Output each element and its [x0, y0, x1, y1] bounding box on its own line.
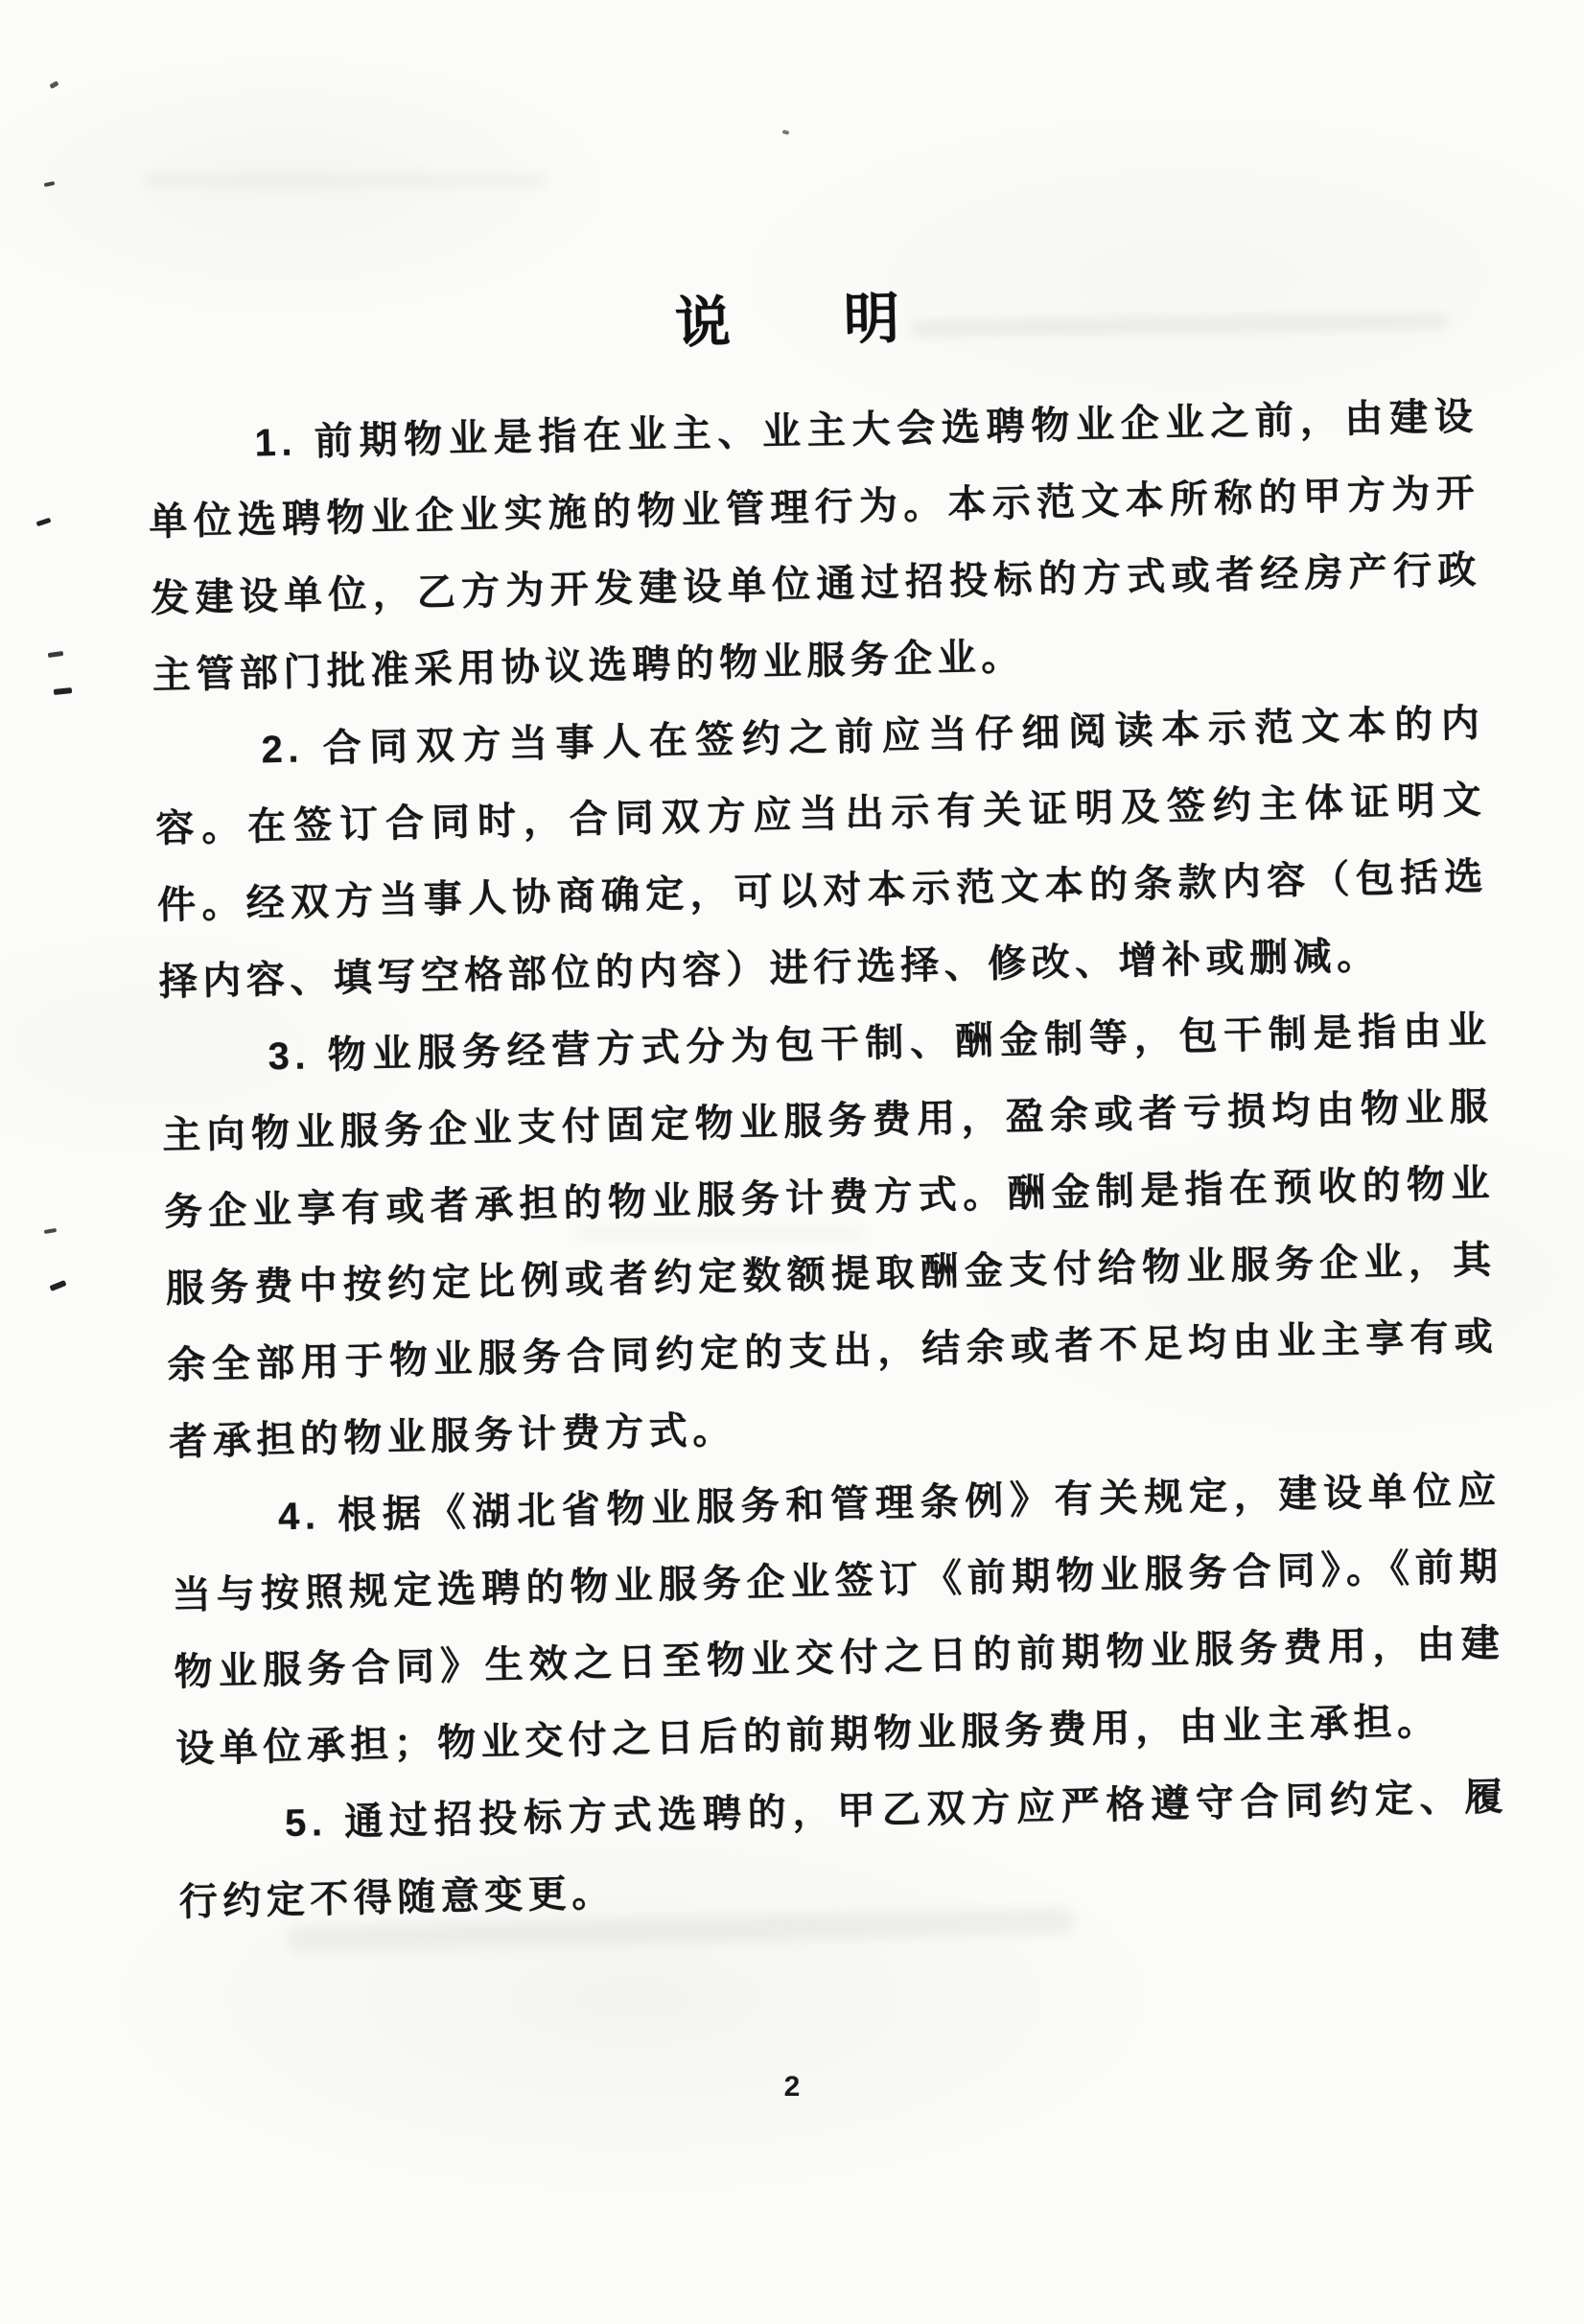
page-number: 2 [783, 2071, 801, 2103]
document-body [147, 379, 1511, 1941]
paragraph-1: 1. 前期物业是指在业主、业主大会选聘物业企业之前，由建设单位选聘物业企业实施的物业管理行为。本示范文本所称的甲方为开发建设单位，乙方为开发建设单位通过招投标的方式或者经房产行政主管部门批准采用协议选聘的物业服务企业。 [148, 395, 1482, 697]
paragraph-3: 3. 物业服务经营方式分为包干制、酬金制等，包干制是指由业主向物业服务企业支付固定物业服务费用，盈余或者亏损均由物业服务企业享有或者承担的物业服务计费方式。酬金制是指在预收的物业服务费中按约定比例或者约定数额提取酬金支付给物业服务企业，其余全部用于物业服务合同约定的支出，结余或者不足均由业主享有或者承担的物业服务计费方式。 [161, 1009, 1499, 1464]
paragraph-2: 2. 合同双方当事人在签约之前应当仔细阅读本示范文本的内容。在签订合同时，合同双方应当出示有关证明及签约主体证明文件。经双方当事人协商确定，可以对本示范文本的条款内容（包括选择内容、填写空格部位的内容）进行选择、修改、增补或删减。 [154, 702, 1489, 1004]
page-title: 说 明 [674, 286, 929, 355]
paragraph-5: 5. 通过招投标方式选聘的，甲乙双方应严格遵守合同约定、履行约定不得随意变更。 [178, 1776, 1509, 1924]
paragraph-4: 4. 根据《湖北省物业服务和管理条例》有关规定，建设单位应当与按照规定选聘的物业服务企业签订《前期物业服务合同》。《前期物业服务合同》生效之日至物业交付之日的前期物业服务费用，由建设单位承担；物业交付之日后的前期物业服务费用，由业主承担。 [172, 1469, 1505, 1771]
